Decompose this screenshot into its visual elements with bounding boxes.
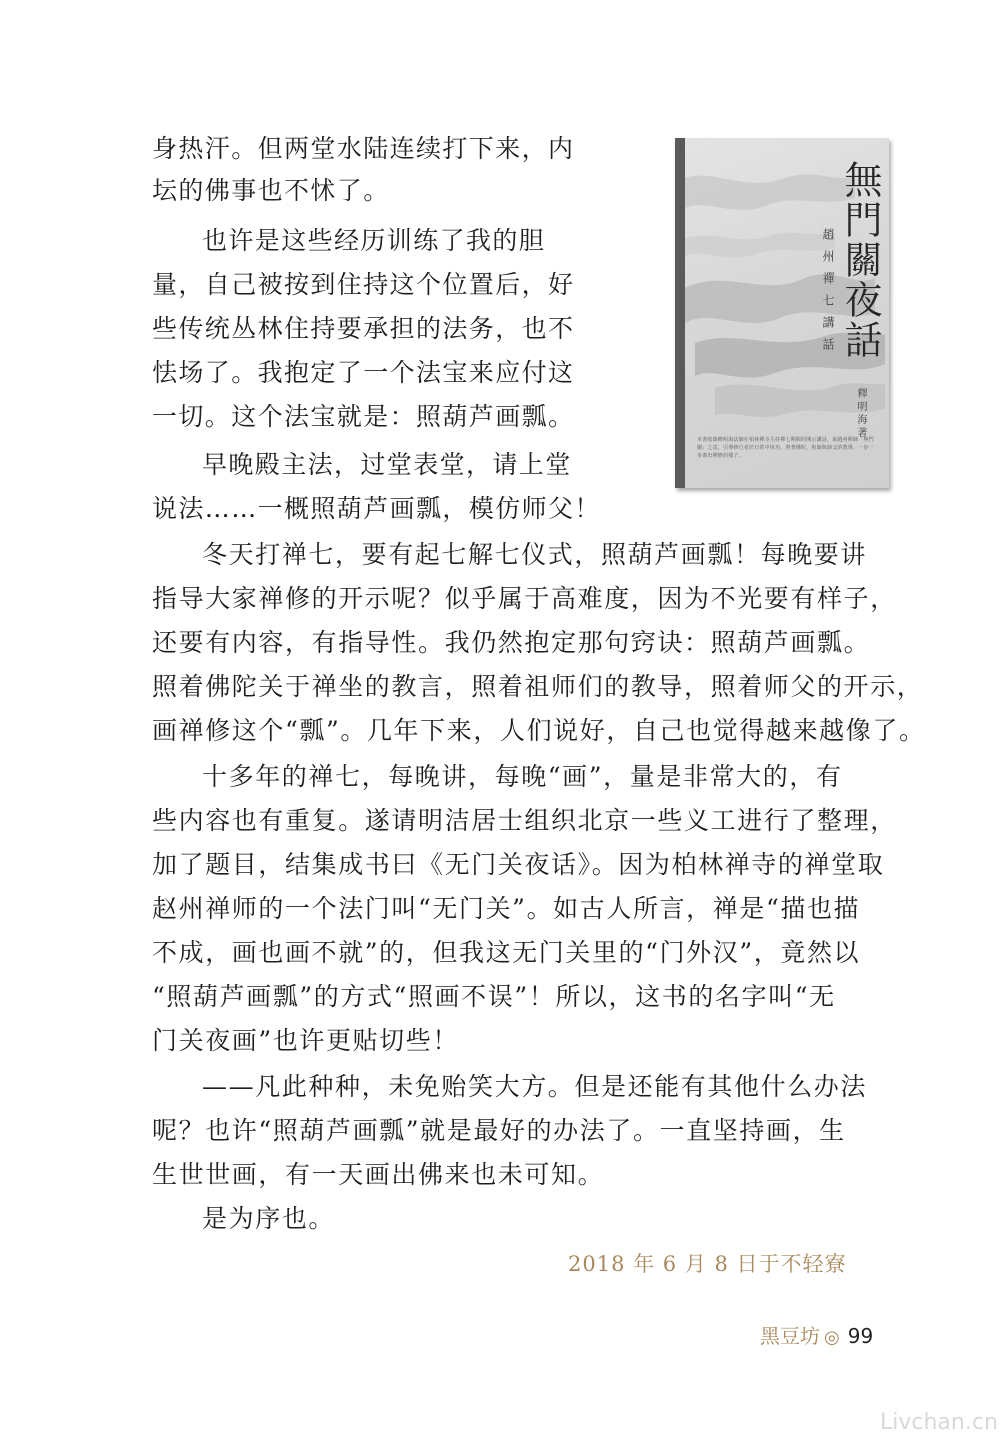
text-line: 身热汗。但两堂水陆连续打下来，内 [152,134,575,163]
separator-icon: ◎ [824,1327,840,1348]
book-subtitle: 趙州禪七講話 [821,228,835,360]
text-line: 说法……一概照葫芦画瓢，模仿师父！ [152,494,601,523]
text-line: 赵州禅师的一个法门叫“无门关”。如古人所言，禅是“描也描 [152,894,861,923]
publication-name: 黑豆坊 [760,1324,820,1348]
signature-date: 2018 年 6 月 8 日于不轻寮 [568,1252,847,1276]
text-line: 些传统丛林住持要承担的法务，也不 [152,314,575,343]
text-line: 怯场了。我抱定了一个法宝来应付这 [152,358,575,387]
text-line: 冬天打禅七，要有起七解七仪式，照葫芦画瓢！每晚要讲 [202,540,868,569]
text-line: 画禅修这个“瓢”。几年下来，人们说好，自己也觉得越来越像了。 [152,716,926,745]
book-title: 無門關夜話 [838,160,882,360]
text-line: 呢？也许“照葫芦画瓢”就是最好的办法了。一直坚持画，生 [152,1116,846,1145]
text-line: 加了题目，结集成书曰《无门关夜话》。因为柏林禅寺的禅堂取 [152,850,885,879]
page-footer [760,1320,873,1349]
text-line: 生世世画，有一天画出佛来也未可知。 [152,1160,605,1189]
watermark: Livchan.cn [880,1410,998,1435]
text-line: 量，自己被按到住持这个位置后，好 [152,270,575,299]
text-line: 还要有内容，有指导性。我仍然抱定那句窍诀：照葫芦画瓢。 [152,628,871,657]
text-line: 门关夜画”也许更贴切些！ [152,1026,459,1055]
text-line: 是为序也。 [202,1204,336,1233]
book-spine [675,138,685,488]
book-blurb: 本書收錄釋明海法師在柏林禪寺主持禪七期間的開示講話，取趙州禪師「無門關」之意，引導修行者於日常中用功，照著佛陀、祖師與師父的教導，一步一步畫出禪修的樣子。 [697,437,874,459]
text-line: 早晚殿主法，过堂表堂，请上堂 [202,450,572,479]
text-line: 照着佛陀关于禅坐的教言，照着祖师们的教导，照着师父的开示， [152,672,924,701]
text-line: 指导大家禅修的开示呢？似乎属于高难度，因为不光要有样子， [152,584,897,613]
text-line: 也许是这些经历训练了我的胆 [202,226,546,255]
text-line: 十多年的禅七，每晚讲，每晚“画”，量是非常大的，有 [202,762,843,791]
text-line: 些内容也有重复。遂请明洁居士组织北京一些义工进行了整理， [152,806,897,835]
book-author: 釋明海著 [855,388,866,440]
text-line: “照葫芦画瓢”的方式“照画不误”！所以，这书的名字叫“无 [152,982,836,1011]
text-line: 不成，画也画不就”的，但我这无门关里的“门外汉”，竟然以 [152,938,861,967]
text-line: ——凡此种种，未免贻笑大方。但是还能有其他什么办法 [202,1072,868,1101]
text-line: 坛的佛事也不怵了。 [152,176,390,205]
page-number: 99 [847,1324,874,1348]
book-cover-image [675,138,889,488]
text-line: 一切。这个法宝就是：照葫芦画瓢。 [152,402,575,431]
